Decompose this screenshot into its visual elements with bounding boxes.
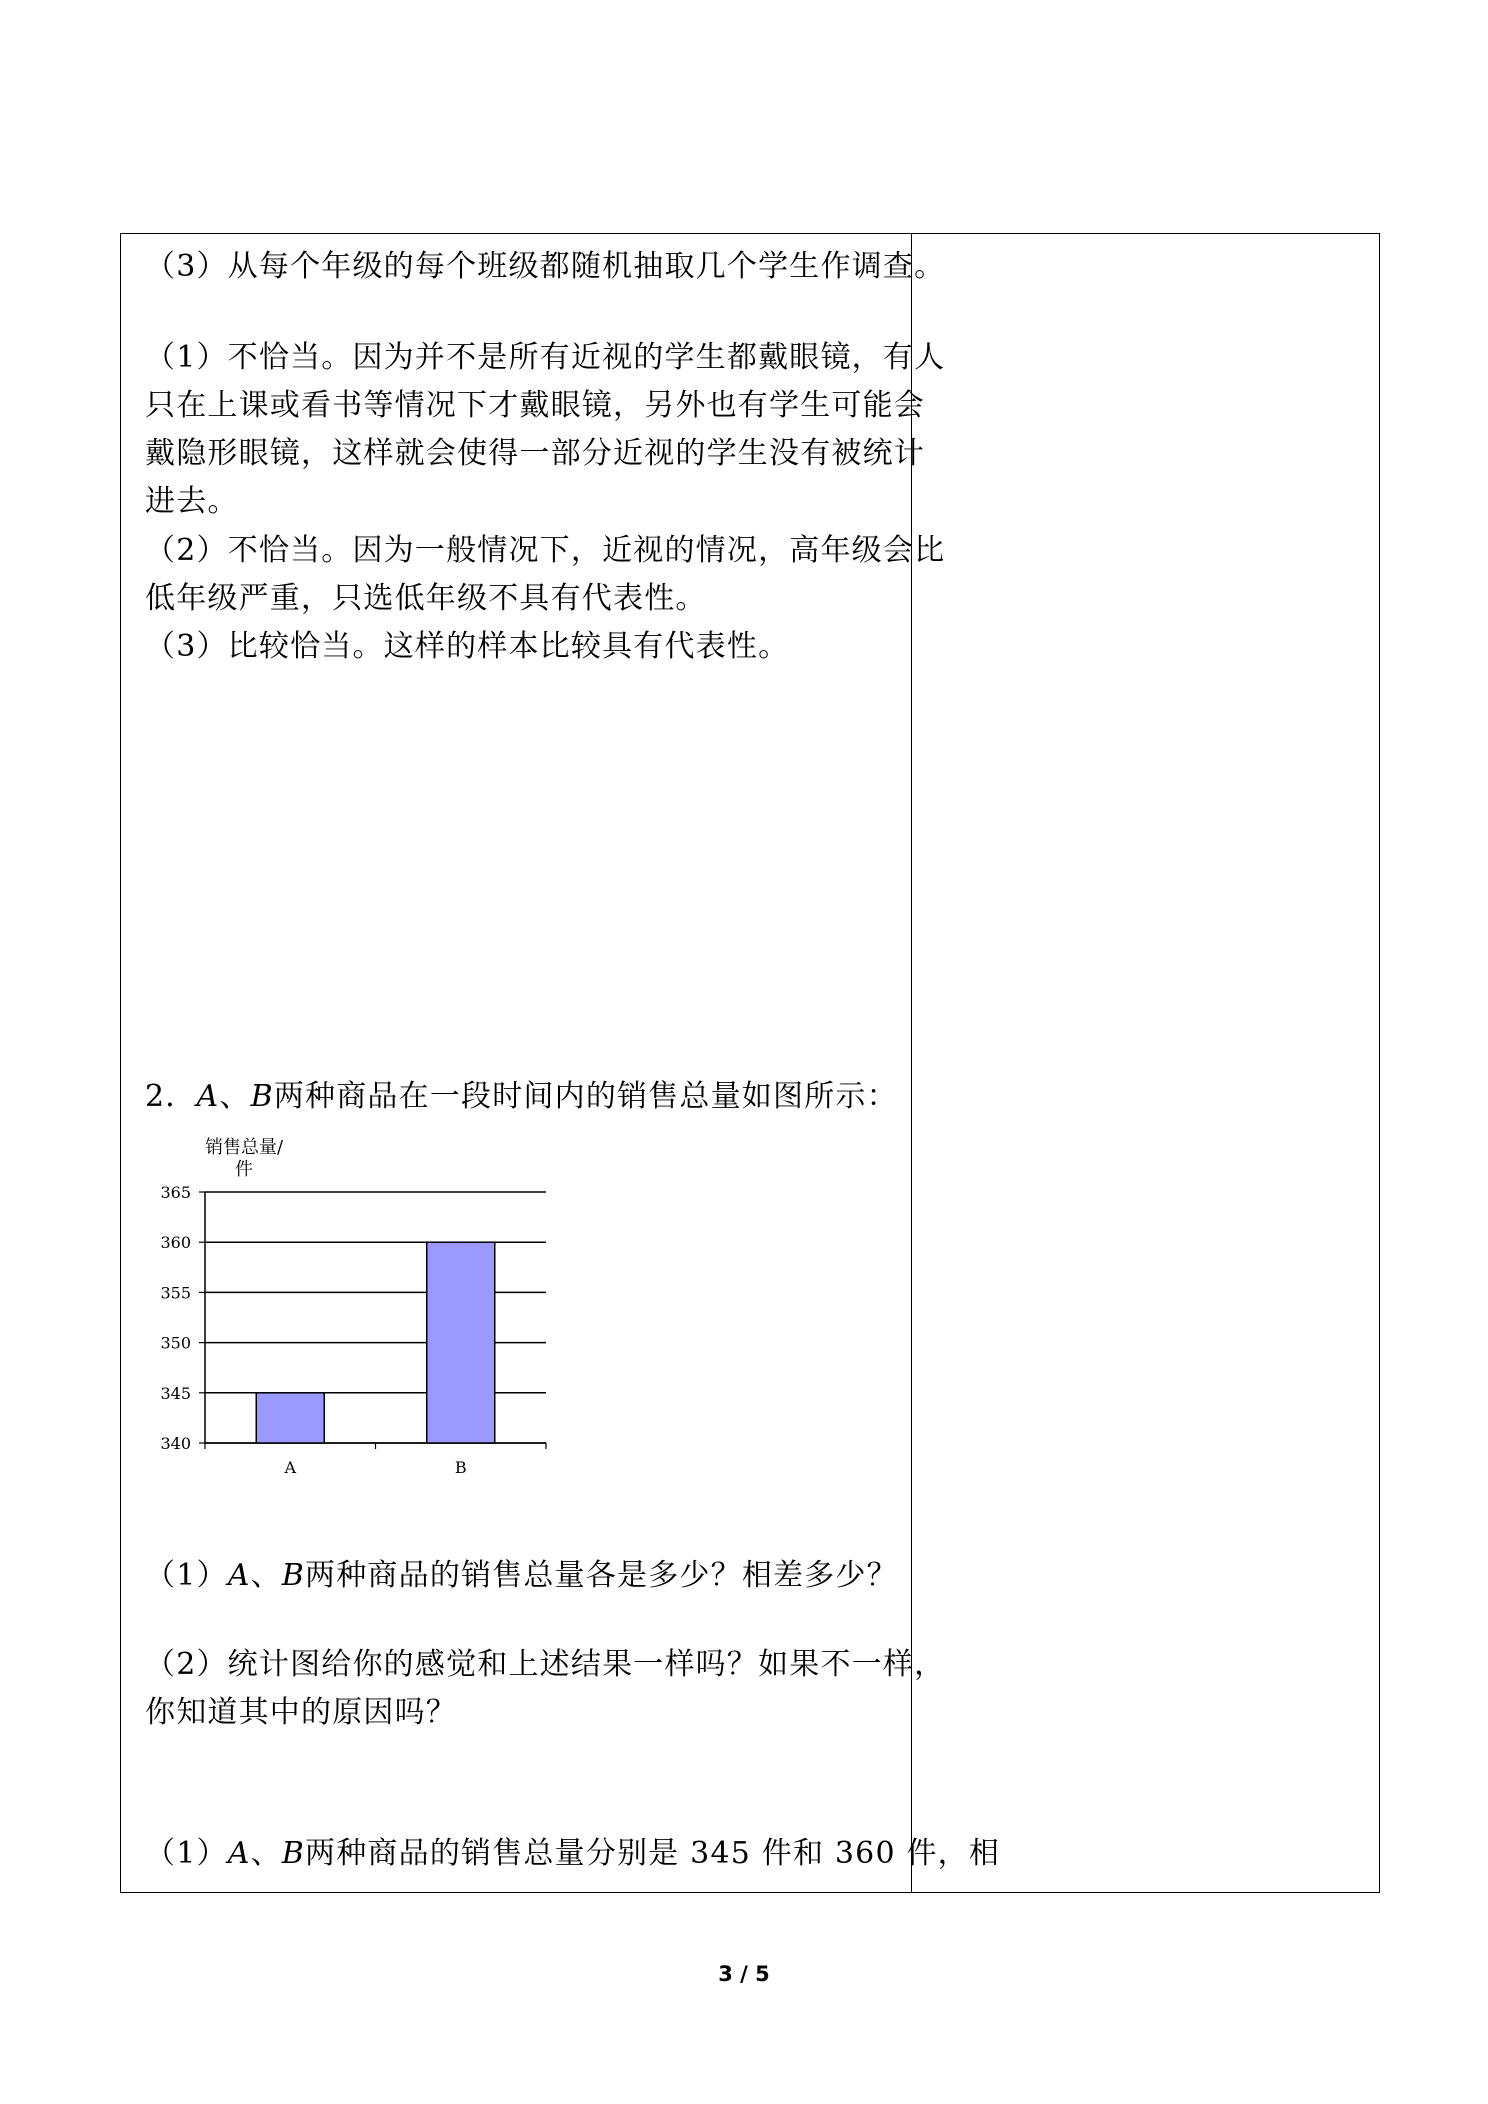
notes-column [913, 234, 1379, 1892]
answer-prefix: （1） [145, 1836, 228, 1871]
product-b: B [250, 1079, 274, 1114]
y-tick-label: 345 [160, 1383, 191, 1403]
sub-prefix: （1） [145, 1558, 228, 1593]
sales-bar-chart [140, 1130, 560, 1490]
y-axis-label: 销售总量/ [204, 1137, 284, 1158]
x-tick-label: B [454, 1458, 467, 1477]
x-tick-label: A [284, 1458, 297, 1477]
y-tick-label: 350 [160, 1333, 191, 1353]
y-tick-label: 355 [160, 1283, 191, 1303]
product-a: A [227, 1836, 251, 1871]
text-line: （1）不恰当。因为并不是所有近视的学生都戴眼镜，有人 [145, 340, 946, 375]
text-line: （2）不恰当。因为一般情况下，近视的情况，高年级会比 [145, 533, 946, 568]
sub-question-1 [145, 1559, 898, 1593]
answer-text: 两种商品的销售总量分别是 345 件和 360 件，相 [305, 1836, 1001, 1871]
product-a: A [196, 1079, 220, 1114]
question-text: 两种商品在一段时间内的销售总量如图所示： [273, 1079, 898, 1114]
sub-question-2-line: （2）统计图给你的感觉和上述结果一样吗？如果不一样， [145, 1647, 946, 1682]
separator: 、 [219, 1079, 251, 1114]
bar-a [256, 1393, 324, 1443]
answer-table [120, 233, 1380, 1893]
sub-text: 两种商品的销售总量各是多少？相差多少？ [305, 1558, 898, 1593]
question-number: 2． [145, 1079, 197, 1114]
text-line: （3）比较恰当。这样的样本比较具有代表性。 [145, 629, 790, 664]
separator: 、 [250, 1836, 282, 1871]
product-b: B [281, 1558, 306, 1593]
y-tick-label: 340 [160, 1434, 191, 1453]
bar-b [427, 1242, 495, 1443]
y-tick-label: 360 [160, 1233, 191, 1253]
answer-1 [145, 1837, 1000, 1871]
chart-svg [140, 1130, 560, 1490]
page-number: 3 / 5 [718, 1962, 770, 1986]
sub-question-2-line: 你知道其中的原因吗？ [145, 1695, 457, 1730]
text-line: 进去。 [145, 484, 239, 519]
product-b: B [281, 1836, 306, 1871]
separator: 、 [250, 1558, 282, 1593]
text-line: 戴隐形眼镜，这样就会使得一部分近视的学生没有被统计 [145, 436, 925, 471]
question-2 [145, 1080, 898, 1114]
text-line: 低年级严重，只选低年级不具有代表性。 [145, 581, 707, 616]
text-line: 只在上课或看书等情况下才戴眼镜，另外也有学生可能会 [145, 388, 925, 423]
product-a: A [227, 1558, 251, 1593]
content-column [145, 234, 1001, 1892]
y-tick-label: 365 [160, 1183, 191, 1202]
y-axis-label-unit: 件 [235, 1159, 253, 1180]
text-line: （3）从每个年级的每个班级都随机抽取几个学生作调查。 [145, 249, 946, 284]
